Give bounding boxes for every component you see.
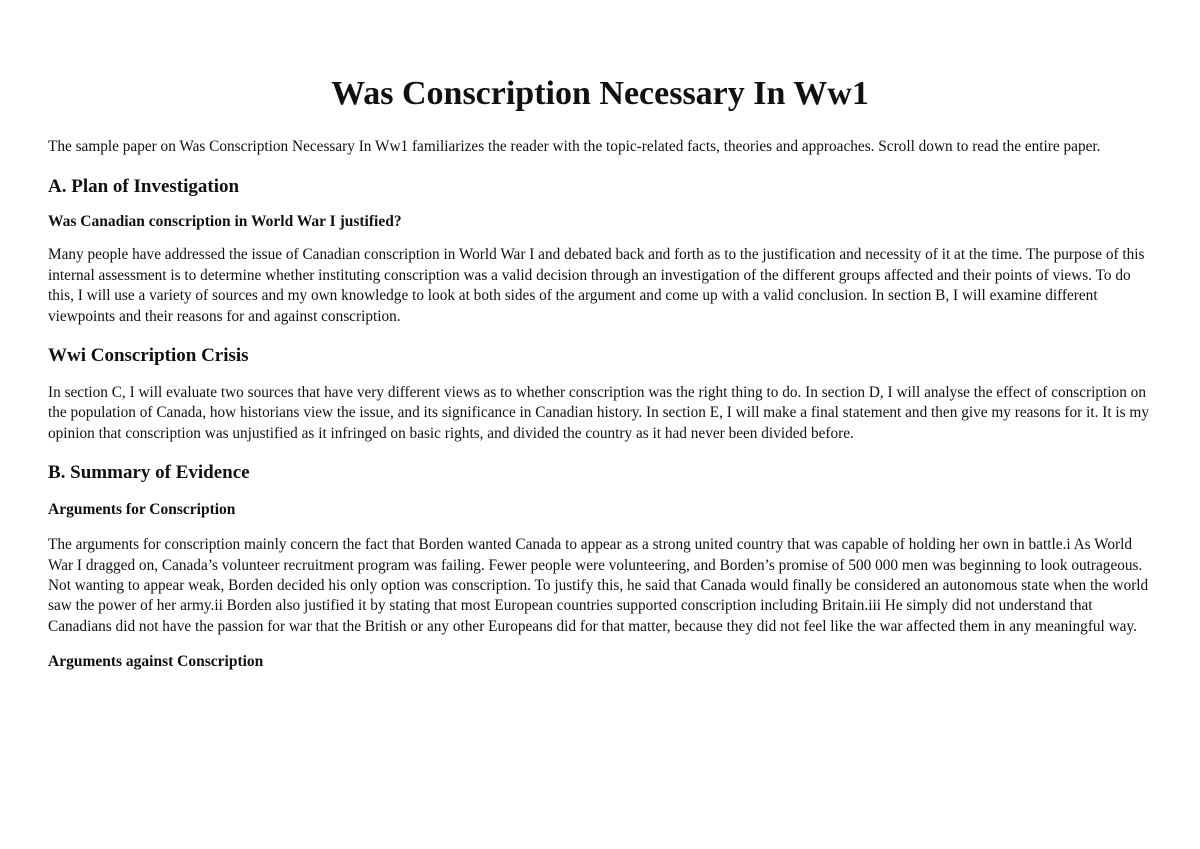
- section-heading-evidence: B. Summary of Evidence: [48, 462, 250, 484]
- paragraph-plan: Many people have addressed the issue of Canadian conscription in World War I and debated back and forth as to the justification and necessity of it at the time. The purpose of this internal assessment is to determine whether instituting conscription was a valid decision through an investigation of the different groups affected and their points of views. To do this, I will use a variety of sources and my own knowledge to look at both sides of the argument and come up with a valid conclusion. In section B, I will examine different viewpoints and their reasons for and against conscription.: [48, 246, 1145, 325]
- intro-paragraph: The sample paper on Was Conscription Necessary In Ww1 familiarizes the reader with the topic-related facts, theories and approaches. Scroll down to read the entire paper.: [48, 138, 1101, 155]
- subheading-arguments-for: Arguments for Conscription: [48, 501, 236, 519]
- subheading-question: Was Canadian conscription in World War I justified?: [48, 213, 402, 231]
- subheading-arguments-against: Arguments against Conscription: [48, 653, 264, 671]
- page-title: Was Conscription Necessary In Ww1: [331, 75, 869, 112]
- paragraph-crisis: In section C, I will evaluate two sources that have very different views as to whether conscription was the right thing to do. In section D, I will analyse the effect of conscription on the population of Canada, how historians view the issue, and its significance in Canadian history. In section E, I will make a final statement and then give my reasons for it. It is my opinion that conscription was unjustified as it infringed on basic rights, and divided the country as it had never been divided before.: [48, 384, 1149, 442]
- paragraph-arguments-for: The arguments for conscription mainly concern the fact that Borden wanted Canada to appear as a strong united country that was capable of holding her own in battle.i As World War I dragged on, Canada’s volunteer recruitment program was failing. Fewer people were volunteering, and Borden’s promise of 500 000 men was beginning to look outrageous. Not wanting to appear weak, Borden decided his only option was conscription. To justify this, he said that Canada would finally be considered an autonomous state when the world saw the power of her army.ii Borden also justified it by stating that most European countries supported conscription including Britain.iii He simply did not understand that Canadians did not have the passion for war that the British or any other Europeans did for that matter, because they did not feel like the war affected them in any meaningful way.: [48, 536, 1149, 635]
- section-heading-plan: A. Plan of Investigation: [48, 176, 240, 198]
- section-heading-crisis: Wwi Conscription Crisis: [48, 345, 249, 367]
